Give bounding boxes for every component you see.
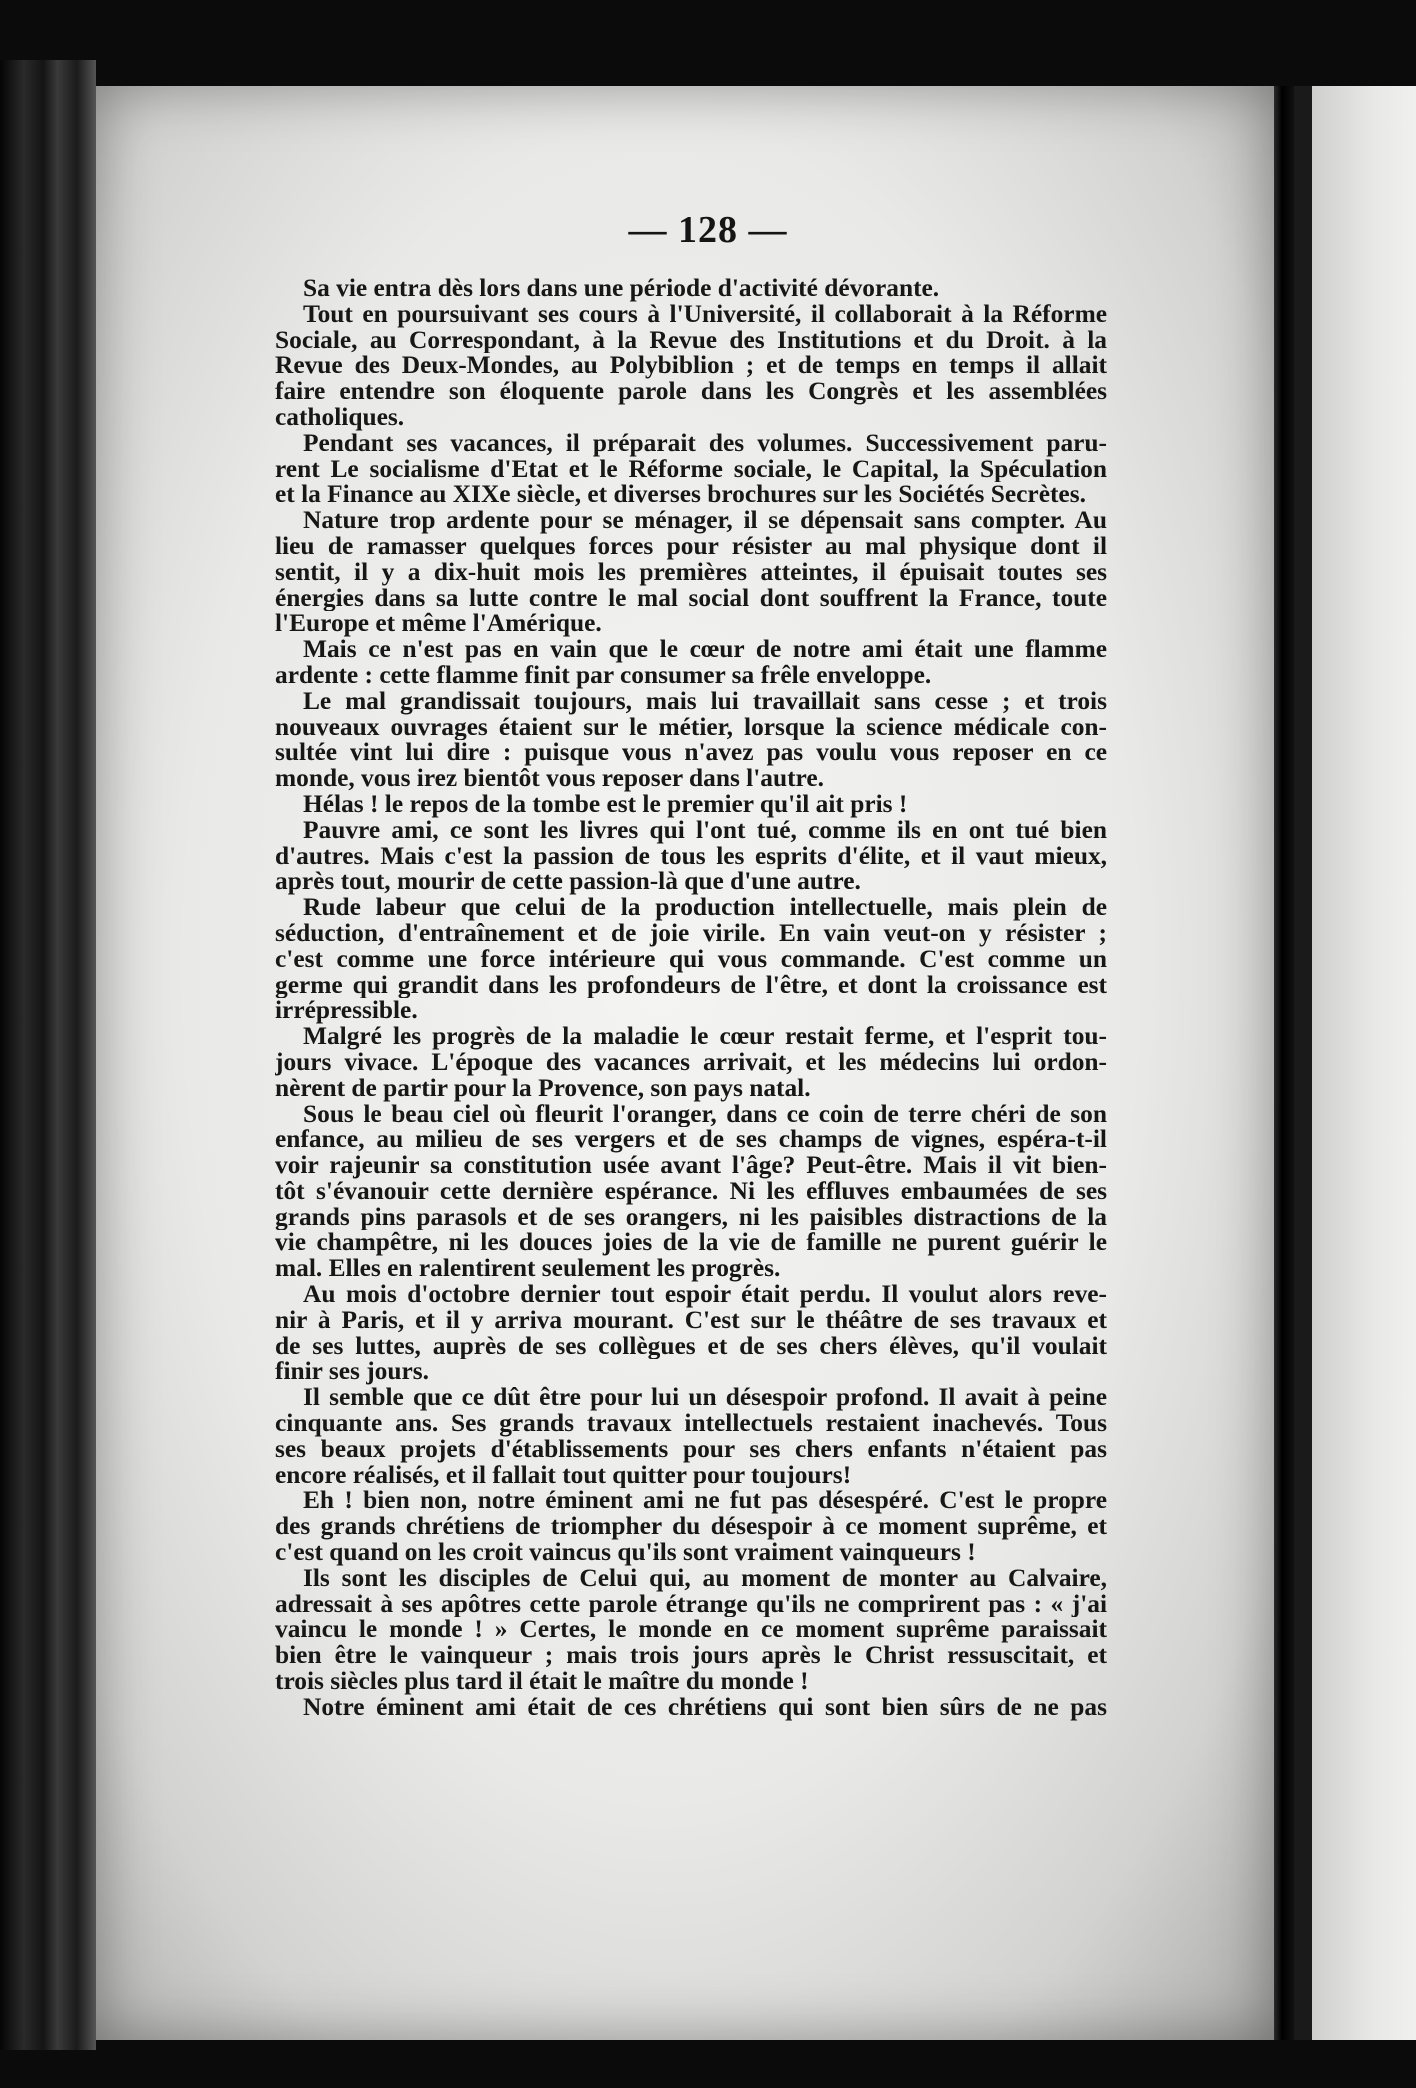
page-number: — 128 —	[628, 209, 788, 251]
text-line: mal. Elles en ralentirent seulement les progrès.	[275, 1256, 781, 1283]
text-line: adressait à ses apôtres cette parole étrange qu'ils ne comprirent pas : « j'ai	[275, 1591, 1107, 1618]
text-line: vaincu le monde ! » Certes, le monde en ce moment suprême paraissait	[275, 1617, 1107, 1644]
text-line: ardente : cette flamme finit par consumer sa frêle enveloppe.	[275, 662, 932, 689]
text-line: cinquante ans. Ses grands travaux intellectuels restaient inachevés. Tous	[275, 1411, 1107, 1437]
text-line: grands pins parasols et de ses orangers, ni les paisibles distractions de la	[275, 1204, 1107, 1231]
text-line: Malgré les progrès de la maladie le cœur restait ferme, et l'esprit tou-	[303, 1024, 1107, 1050]
text-line: Il semble que ce dût être pour lui un désespoir profond. Il avait à peine	[303, 1385, 1107, 1412]
text-line: Pauvre ami, ce sont les livres qui l'ont tué, comme ils en ont tué bien	[303, 817, 1107, 844]
text-line: des grands chrétiens de triompher du désespoir à ce moment suprême, et	[275, 1514, 1107, 1541]
text-line: ses beaux projets d'établissements pour ses chers enfants n'étaient pas	[275, 1436, 1107, 1463]
page-gutter	[1274, 86, 1294, 2040]
text-line: Eh ! bien non, notre éminent ami ne fut pas désespéré. C'est le propre	[303, 1488, 1107, 1515]
text-line: c'est quand on les croit vaincus qu'ils sont vraiment vainqueurs !	[275, 1540, 976, 1566]
text-line: Sa vie entra dès lors dans une période d'activité dévorante.	[303, 276, 940, 302]
text-line: lieu de ramasser quelques forces pour résister au mal physique dont il	[275, 533, 1107, 560]
text-line: d'autres. Mais c'est la passion de tous les esprits d'élite, et il vaut mieux,	[275, 843, 1107, 870]
text-line: monde, vous irez bientôt vous reposer dans l'autre.	[275, 766, 824, 792]
text-line: Sous le beau ciel où fleurit l'oranger, dans ce coin de terre chéri de son	[303, 1101, 1107, 1128]
text-line: Au mois d'octobre dernier tout espoir était perdu. Il voulut alors reve-	[303, 1282, 1107, 1308]
text-line: Rude labeur que celui de la production intellectuelle, mais plein de	[303, 895, 1107, 921]
text-line: sultée vint lui dire : puisque vous n'avez pas voulu vous reposer en ce	[275, 740, 1107, 767]
text-line: Ils sont les disciples de Celui qui, au moment de monter au Calvaire,	[303, 1565, 1107, 1592]
text-line: nèrent de partir pour la Provence, son pays natal.	[275, 1075, 811, 1102]
text-line: Le mal grandissait toujours, mais lui travaillait sans cesse ; et trois	[303, 688, 1107, 715]
text-line: l'Europe et même l'Amérique.	[275, 611, 602, 638]
text-line: c'est comme une force intérieure qui vous commande. C'est comme un	[275, 946, 1107, 973]
text-line: Pendant ses vacances, il préparait des volumes. Successivement paru-	[303, 430, 1107, 457]
text-line: Hélas ! le repos de la tombe est le premier qu'il ait pris !	[303, 791, 908, 818]
text-line: faire entendre son éloquente parole dans les Congrès et les assemblées	[275, 379, 1107, 405]
text-line: Tout en poursuivant ses cours à l'Université, il collaborait à la Réforme	[303, 301, 1107, 328]
text-line: énergies dans sa lutte contre le mal social dont souffrent la France, toute	[275, 585, 1107, 612]
text-line: nouveaux ouvrages étaient sur le métier, lorsque la science médicale con-	[275, 714, 1107, 741]
text-line: Revue des Deux-Mondes, au Polybiblion ; et de temps en temps il allait	[275, 353, 1107, 380]
text-line: germe qui grandit dans les profondeurs de l'être, et dont la croissance est	[275, 972, 1107, 999]
text-line: Notre éminent ami était de ces chrétiens qui sont bien sûrs de ne pas	[303, 1694, 1107, 1721]
text-line: rent Le socialisme d'Etat et le Réforme sociale, le Capital, la Spéculation	[275, 456, 1107, 483]
text-line: après tout, mourir de cette passion-là que d'une autre.	[275, 869, 861, 896]
text-line: jours vivace. L'époque des vacances arrivait, et les médecins lui ordon-	[275, 1049, 1107, 1076]
book-spine-shadow	[0, 60, 96, 2050]
text-line: irrépressible.	[275, 998, 418, 1025]
text-line: Mais ce n'est pas en vain que le cœur de notre ami était une flamme	[303, 637, 1107, 663]
text-line: finir ses jours.	[275, 1359, 429, 1386]
text-line: sentit, il y a dix-huit mois les premières atteintes, il épuisait toutes ses	[275, 559, 1107, 586]
text-line: trois siècles plus tard il était le maître du monde !	[275, 1669, 809, 1695]
text-line: tôt s'évanouir cette dernière espérance. Ni les effluves embaumées de ses	[275, 1178, 1107, 1205]
facing-page-edge	[1312, 86, 1416, 2040]
text-line: catholiques.	[275, 404, 405, 431]
text-line: enfance, au milieu de ses vergers et de ses champs de vignes, espéra-t-il	[275, 1127, 1107, 1154]
text-line: de ses luttes, auprès de ses collègues et de ses chers élèves, qu'il voulait	[275, 1333, 1107, 1360]
text-line: bien être le vainqueur ; mais trois jours après le Christ ressuscitait, et	[275, 1643, 1107, 1670]
text-line: séduction, d'entraînement et de joie virile. En vain veut-on y résister ;	[275, 920, 1107, 947]
page-gutter-dark	[1294, 86, 1312, 2040]
text-line: encore réalisés, et il fallait tout quitter pour toujours!	[275, 1462, 852, 1489]
text-line: nir à Paris, et il y arriva mourant. C'est sur le théâtre de ses travaux et	[275, 1307, 1107, 1334]
text-line: vie champêtre, ni les douces joies de la vie de famille ne purent guérir le	[275, 1230, 1107, 1257]
text-line: et la Finance au XIXe siècle, et diverses brochures sur les Sociétés Secrètes.	[275, 482, 1086, 509]
page-body-text	[275, 276, 1107, 1721]
text-line: Sociale, au Correspondant, à la Revue des Institutions et du Droit. à la	[275, 327, 1107, 354]
text-line: Nature trop ardente pour se ménager, il se dépensait sans compter. Au	[303, 508, 1107, 534]
text-line: voir rajeunir sa constitution usée avant l'âge? Peut-être. Mais il vit bien-	[275, 1153, 1107, 1179]
